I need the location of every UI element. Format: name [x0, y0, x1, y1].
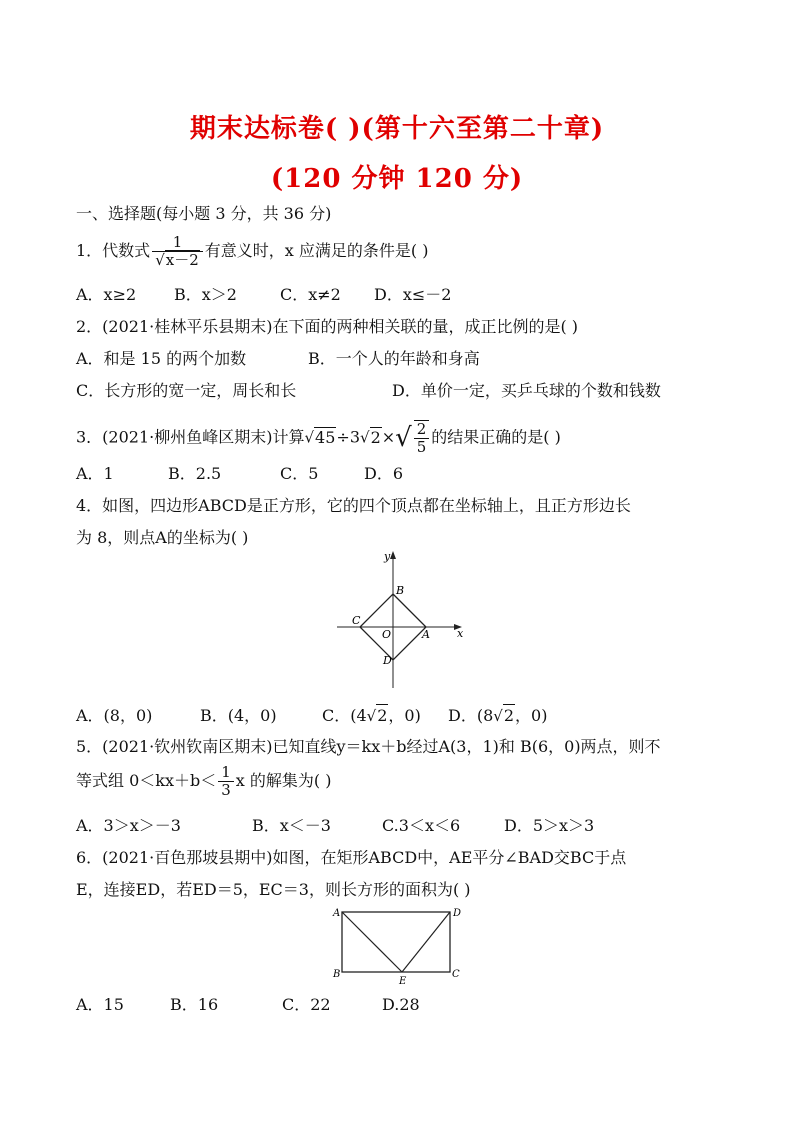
q4-option-d-post: ，0) — [515, 706, 548, 725]
q2-option-a: A．和是 15 的两个加数 — [76, 349, 247, 368]
q2-option-b: B．一个人的年龄和身高 — [308, 349, 480, 368]
q4-option-d-pre: D．(8 — [448, 706, 494, 725]
q4-option-c-rad: 2 — [377, 706, 388, 725]
q4-option-c — [322, 704, 448, 727]
q1-option-d: D．x≤－2 — [374, 285, 452, 304]
q1-frac-num: 1 — [152, 234, 203, 252]
sqrt-icon: √ — [395, 423, 412, 453]
q6-rectangle-figure — [330, 904, 465, 986]
label-a: A — [422, 628, 430, 641]
page-title: 期末达标卷( )(第十六至第二十章) — [189, 114, 605, 144]
sqrt-icon: √ — [304, 428, 315, 447]
q3-option-d: D．6 — [364, 464, 404, 483]
q1-options — [76, 284, 451, 306]
question-5-line2 — [76, 764, 331, 799]
q5-option-b: B．x＜－3 — [252, 816, 331, 835]
sqrt-icon: √ — [155, 251, 165, 269]
q6-option-c: C．22 — [282, 995, 331, 1014]
question-6-line2: E，连接ED，若ED＝5，EC＝3，则长方形的面积为( ) — [76, 880, 471, 899]
question-4-line2: 为 8，则点A的坐标为( ) — [76, 528, 249, 547]
sqrt-icon: √ — [366, 707, 377, 725]
q5-option-a: A．3＞x＞－3 — [76, 816, 181, 835]
q3-radicand-2: 2 — [370, 427, 381, 447]
q6-options — [76, 994, 420, 1016]
q2-option-c: C．长方形的宽一定，周长和长 — [76, 381, 297, 400]
q1-frac-den: x－2 — [165, 251, 199, 269]
q3-times: × — [381, 427, 396, 447]
q5-line2-prefix: 等式组 0＜kx＋b＜ — [76, 771, 217, 790]
label-b: B — [333, 969, 341, 980]
question-3 — [76, 420, 561, 456]
label-d: D — [453, 908, 462, 919]
q4-option-c-post: ，0) — [388, 706, 421, 725]
label-x: x — [457, 627, 464, 640]
label-c: C — [352, 614, 361, 627]
q4-option-d — [448, 704, 547, 727]
q5-option-c: C.3＜x＜6 — [382, 816, 461, 835]
q2-option-d: D．单价一定，买乒乓球的个数和钱数 — [392, 381, 661, 400]
q1-option-b: B．x＞2 — [174, 285, 237, 304]
q3-frac-num: 2 — [414, 421, 430, 439]
q3-option-a: A．1 — [76, 464, 114, 483]
page-subtitle: (120 分钟 120 分) — [270, 164, 524, 194]
q6-option-b: B．16 — [170, 995, 219, 1014]
q1-option-c: C．x≠2 — [280, 285, 341, 304]
q3-prefix: 3．(2021·柳州鱼峰区期末)计算 — [76, 427, 305, 447]
q1-option-a: A．x≥2 — [76, 285, 137, 304]
segment-ae — [342, 912, 402, 972]
question-4-line1: 4．如图，四边形ABCD是正方形，它的四个顶点都在坐标轴上，且正方形边长 — [76, 496, 631, 515]
label-a: A — [333, 908, 341, 919]
question-2: 2．(2021·桂林平乐县期末)在下面的两种相关联的量，成正比例的是( ) — [76, 317, 579, 336]
sqrt-icon: √ — [360, 428, 370, 447]
q4-option-a: A．(8，0) — [76, 706, 153, 725]
q1-prefix: 1．代数式 — [76, 241, 151, 260]
q5-frac-den: 3 — [221, 781, 231, 799]
q3-frac-den: 5 — [416, 438, 427, 456]
label-y: y — [384, 550, 391, 563]
label-e: E — [399, 976, 407, 986]
q3-mid: ÷3 — [336, 427, 360, 447]
sqrt-icon: √ — [493, 707, 503, 725]
q4-square-figure — [335, 548, 475, 690]
label-d: D — [383, 654, 392, 667]
q4-option-c-pre: C．(4 — [322, 706, 367, 725]
label-o: O — [382, 628, 392, 641]
q6-option-a: A．15 — [76, 995, 124, 1014]
question-5-line1: 5．(2021·钦州钦南区期末)已知直线y＝kx＋b经过A(3，1)和 B(6，0)两点，则不 — [76, 737, 661, 756]
q6-option-d: D.28 — [382, 995, 420, 1014]
q1-suffix: 有意义时，x 应满足的条件是( ) — [204, 241, 429, 260]
q1-fraction — [152, 234, 203, 269]
section-heading: 一、选择题(每小题 3 分，共 36 分) — [76, 204, 332, 223]
q5-options — [76, 815, 594, 837]
q3-radicand-1: 45 — [315, 427, 336, 447]
q4-option-d-rad: 2 — [503, 706, 515, 725]
q5-frac-num: 1 — [218, 764, 234, 782]
q3-option-b: B．2.5 — [168, 464, 222, 483]
segment-ed — [402, 912, 450, 972]
label-b: B — [396, 584, 405, 597]
q3-options — [76, 463, 403, 485]
y-axis-arrow-icon — [390, 551, 396, 559]
rectangle-abcd — [342, 912, 450, 972]
q3-suffix: 的结果正确的是( ) — [431, 427, 561, 447]
question-1 — [76, 234, 428, 269]
q2-options-row1 — [76, 348, 480, 370]
q5-line2-suffix: x 的解集为( ) — [235, 771, 332, 790]
q3-option-c: C．5 — [280, 464, 319, 483]
q3-fraction — [414, 420, 430, 456]
q5-option-d: D．5＞x＞3 — [504, 816, 595, 835]
q4-options — [76, 704, 547, 727]
q2-options-row2 — [76, 380, 661, 402]
question-6-line1: 6．(2021·百色那坡县期中)如图，在矩形ABCD中，AE平分∠BAD交BC于点 — [76, 848, 627, 867]
q4-option-b: B．(4，0) — [200, 706, 277, 725]
q5-fraction — [218, 764, 234, 799]
label-c: C — [452, 969, 460, 980]
